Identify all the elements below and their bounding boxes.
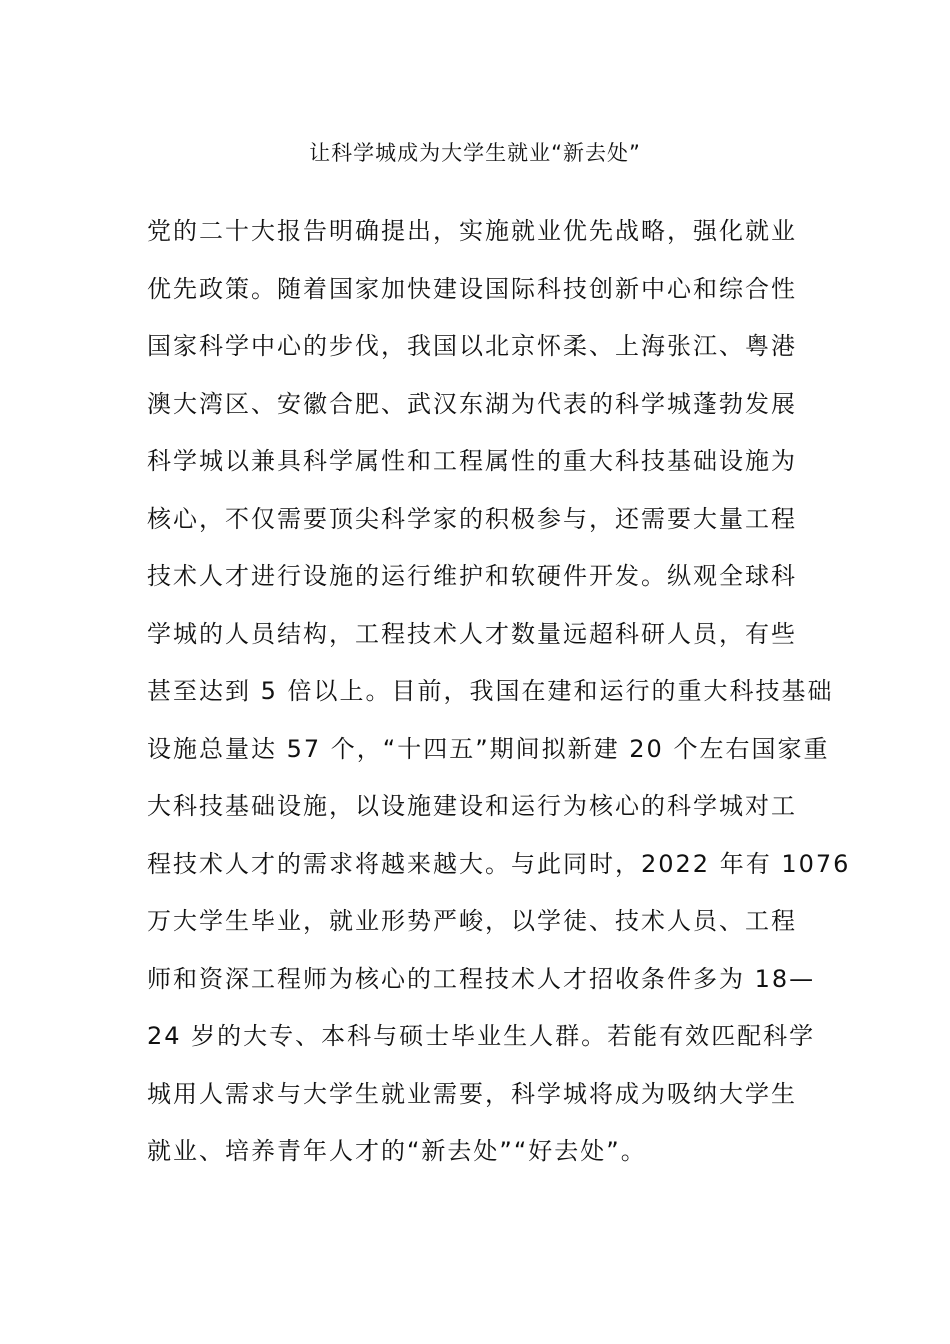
body-line: 24 岁的大专、本科与硕士毕业生人群。若能有效匹配科学 (147, 1022, 816, 1050)
body-line: 师和资深工程师为核心的工程技术人才招收条件多为 18— (147, 964, 816, 993)
body-line: 就业、培养青年人才的“新去处”“好去处”。 (147, 1137, 647, 1165)
body-line: 澳大湾区、安徽合肥、武汉东湖为代表的科学城蓬勃发展 (147, 389, 797, 418)
body-line: 党的二十大报告明确提出，实施就业优先战略，强化就业 (147, 217, 797, 245)
body-line: 技术人才进行设施的运行维护和软硬件开发。纵观全球科 (147, 562, 797, 590)
body-line: 城用人需求与大学生就业需要，科学城将成为吸纳大学生 (147, 1079, 797, 1108)
document-title: 让科学城成为大学生就业“新去处” (309, 141, 641, 165)
document-body (147, 203, 851, 1181)
body-line: 学城的人员结构，工程技术人才数量远超科研人员，有些 (147, 619, 797, 648)
body-line: 科学城以兼具科学属性和工程属性的重大科技基础设施为 (147, 447, 797, 475)
body-line: 国家科学中心的步伐，我国以北京怀柔、上海张江、粤港 (147, 332, 797, 360)
body-line: 万大学生毕业，就业形势严峻，以学徒、技术人员、工程 (147, 907, 797, 935)
body-line: 甚至达到 5 倍以上。目前，我国在建和运行的重大科技基础 (147, 677, 834, 705)
body-line: 大科技基础设施，以设施建设和运行为核心的科学城对工 (147, 792, 797, 820)
body-line: 设施总量达 57 个，“十四五”期间拟新建 20 个左右国家重 (147, 734, 830, 763)
body-line: 优先政策。随着国家加快建设国际科技创新中心和综合性 (147, 274, 797, 303)
body-line: 核心，不仅需要顶尖科学家的积极参与，还需要大量工程 (147, 504, 797, 533)
body-line: 程技术人才的需求将越来越大。与此同时，2022 年有 1076 (147, 849, 851, 878)
